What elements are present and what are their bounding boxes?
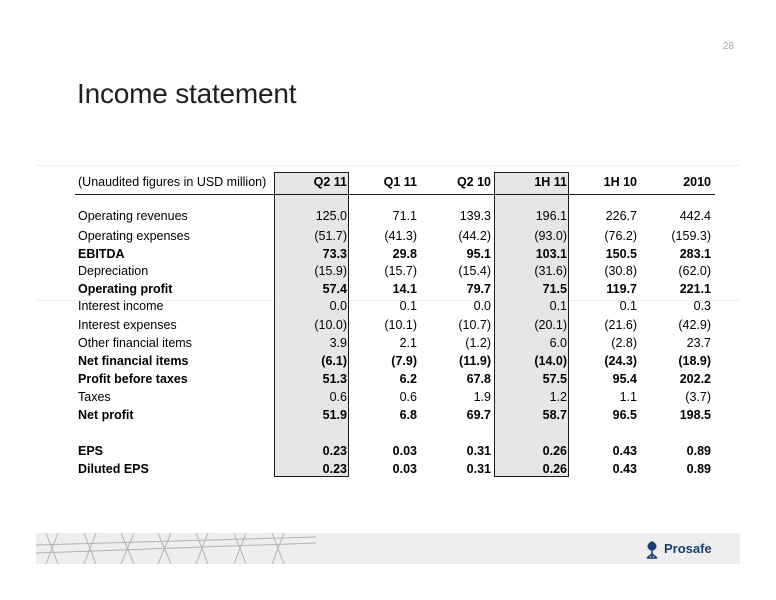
prosafe-logo-icon <box>643 540 661 560</box>
table-cell: 0.1 <box>619 299 637 313</box>
table-cell: 95.1 <box>466 247 491 261</box>
table-cell: (93.0) <box>534 229 567 243</box>
table-cell: 51.3 <box>322 372 347 386</box>
table-header-cell: 1H 11 <box>534 175 567 189</box>
table-header-cell: Q2 10 <box>456 175 491 189</box>
row-label: Depreciation <box>78 264 149 278</box>
row-label: Net profit <box>78 408 134 422</box>
table-cell: (2.8) <box>611 336 637 350</box>
table-cell: (41.3) <box>384 229 417 243</box>
table-cell: (10.0) <box>314 318 347 332</box>
table-cell: (30.8) <box>604 264 637 278</box>
table-cell: (10.7) <box>458 318 491 332</box>
table-cell: 95.4 <box>612 372 637 386</box>
table-header-cell: Q1 11 <box>383 175 417 189</box>
table-cell: 442.4 <box>679 209 711 223</box>
table-cell: 202.2 <box>679 372 711 386</box>
table-cell: (42.9) <box>678 318 711 332</box>
table-cell: (1.2) <box>465 336 491 350</box>
table-cell: 71.5 <box>542 282 567 296</box>
table-cell: 103.1 <box>535 247 567 261</box>
table-header-cell: 2010 <box>683 175 711 189</box>
table-cell: 1.1 <box>619 390 637 404</box>
table-cell: 1.2 <box>549 390 567 404</box>
table-cell: 0.6 <box>399 390 417 404</box>
table-cell: 0.31 <box>466 444 491 458</box>
table-cell: 29.8 <box>392 247 417 261</box>
table-cell: 96.5 <box>612 408 637 422</box>
row-label: EPS <box>78 444 104 458</box>
table-cell: 0.0 <box>329 299 347 313</box>
table-cell: (31.6) <box>534 264 567 278</box>
table-cell: 196.1 <box>535 209 567 223</box>
table-cell: (21.6) <box>604 318 637 332</box>
row-label: Interest expenses <box>78 318 177 332</box>
table-cell: 0.0 <box>473 299 491 313</box>
table-cell: 51.9 <box>322 408 347 422</box>
table-cell: (44.2) <box>458 229 491 243</box>
row-label: Operating revenues <box>78 209 188 223</box>
page-number: 28 <box>722 41 734 52</box>
table-cell: 0.3 <box>693 299 711 313</box>
table-cell: 57.4 <box>322 282 347 296</box>
table-cell: 283.1 <box>679 247 711 261</box>
table-cell: 198.5 <box>679 408 711 422</box>
table-cell: 6.0 <box>549 336 567 350</box>
structure-graphic <box>36 533 316 564</box>
table-cell: (6.1) <box>321 354 347 368</box>
table-cell: 0.31 <box>466 462 491 476</box>
table-cell: 221.1 <box>679 282 711 296</box>
table-cell: (76.2) <box>604 229 637 243</box>
table-cell: (15.7) <box>384 264 417 278</box>
table-cell: (159.3) <box>671 229 711 243</box>
row-label: Interest income <box>78 299 164 313</box>
table-cell: 67.8 <box>466 372 491 386</box>
row-label: Diluted EPS <box>78 462 149 476</box>
table-cell: 0.43 <box>612 444 637 458</box>
table-cell: 0.26 <box>542 462 567 476</box>
table-cell: 3.9 <box>329 336 347 350</box>
table-cell: 79.7 <box>466 282 491 296</box>
table-cell: 125.0 <box>315 209 347 223</box>
table-cell: 139.3 <box>459 209 491 223</box>
table-cell: (62.0) <box>678 264 711 278</box>
table-cell: 71.1 <box>392 209 417 223</box>
header-underline <box>75 194 715 195</box>
table-cell: 0.26 <box>542 444 567 458</box>
table-cell: (18.9) <box>678 354 711 368</box>
table-cell: (20.1) <box>534 318 567 332</box>
slide-title: Income statement <box>77 78 297 109</box>
table-cell: 0.23 <box>322 444 347 458</box>
table-cell: 2.1 <box>399 336 417 350</box>
table-cell: 0.1 <box>399 299 417 313</box>
table-cell: 69.7 <box>466 408 491 422</box>
table-cell: 0.23 <box>322 462 347 476</box>
table-header-cell: 1H 10 <box>603 175 637 189</box>
row-label: Taxes <box>78 390 111 404</box>
footer-bar <box>36 533 740 564</box>
table-cell: (24.3) <box>604 354 637 368</box>
table-cell: (51.7) <box>314 229 347 243</box>
table-cell: 6.2 <box>399 372 417 386</box>
table-header-caption: (Unaudited figures in USD million) <box>78 175 267 189</box>
table-cell: 0.1 <box>549 299 567 313</box>
table-cell: (11.9) <box>459 354 491 368</box>
table-cell: 0.6 <box>329 390 347 404</box>
row-label: Operating profit <box>78 282 173 296</box>
table-cell: 0.03 <box>392 462 417 476</box>
row-label: Operating expenses <box>78 229 190 243</box>
table-cell: (10.1) <box>384 318 417 332</box>
table-cell: (15.4) <box>458 264 491 278</box>
table-cell: 6.8 <box>399 408 417 422</box>
table-cell: (7.9) <box>391 354 417 368</box>
row-label: Net financial items <box>78 354 189 368</box>
table-cell: 0.89 <box>686 444 711 458</box>
table-cell: 14.1 <box>392 282 417 296</box>
table-header-cell: Q2 11 <box>313 175 347 189</box>
table-cell: (14.0) <box>534 354 567 368</box>
table-cell: 58.7 <box>542 408 567 422</box>
table-cell: 57.5 <box>542 372 567 386</box>
table-cell: 150.5 <box>605 247 637 261</box>
table-cell: (3.7) <box>685 390 711 404</box>
row-label: Other financial items <box>78 336 192 350</box>
table-cell: (15.9) <box>314 264 347 278</box>
table-cell: 0.89 <box>686 462 711 476</box>
table-cell: 0.03 <box>392 444 417 458</box>
table-cell: 73.3 <box>322 247 347 261</box>
table-cell: 23.7 <box>686 336 711 350</box>
table-cell: 0.43 <box>612 462 637 476</box>
row-label: EBITDA <box>78 247 125 261</box>
table-cell: 226.7 <box>605 209 637 223</box>
table-cell: 119.7 <box>606 282 637 296</box>
row-label: Profit before taxes <box>78 372 188 386</box>
table-cell: 1.9 <box>473 390 491 404</box>
brand-name: Prosafe <box>664 541 712 556</box>
